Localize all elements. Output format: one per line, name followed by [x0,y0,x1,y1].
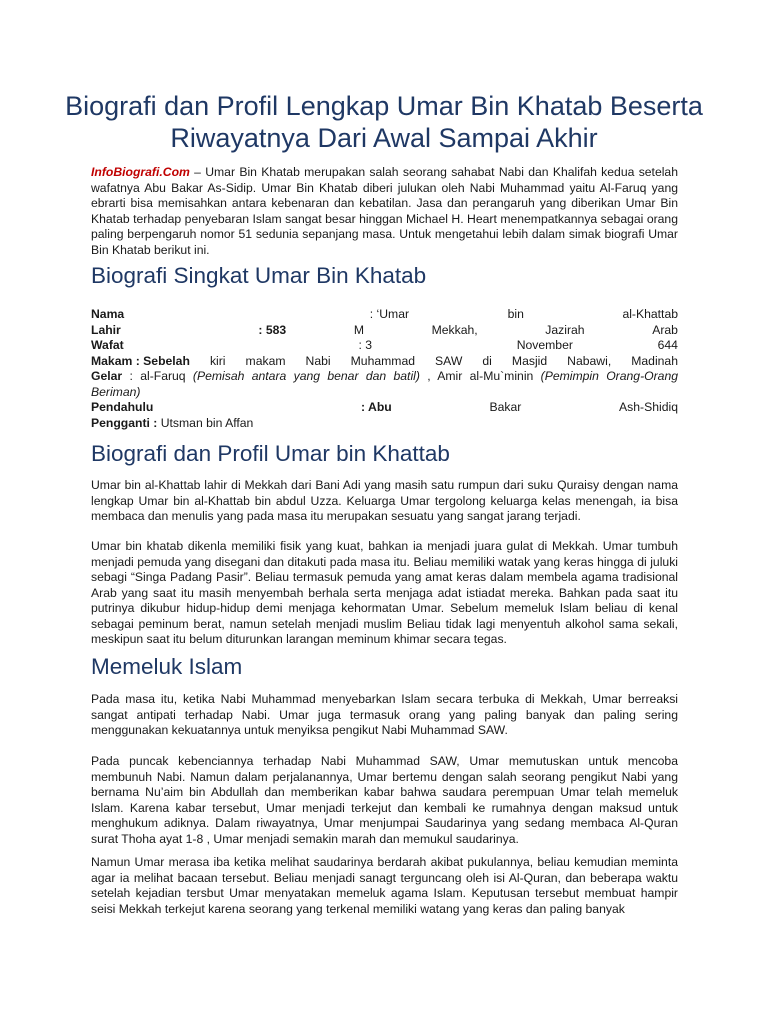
bio-row-pendahulu [91,400,678,416]
bio-value-nama-2: bin [507,307,524,321]
bio-value-makam-8: Masjid [511,353,548,368]
bio-value-pendahulu-3: Ash-Shidiq [619,400,678,414]
bio-value-wafat-2: November [516,338,573,352]
section-heading-biografi-singkat: Biografi Singkat Umar Bin Khatab [91,263,427,288]
brand-link[interactable]: InfoBiografi.Com [91,165,190,179]
bio-value-gelar-4: (Pemimpin Orang-Orang Beriman) [91,369,679,399]
intro-text: – Umar Bin Khatab merupakan salah seorang sahabat Nabi dan Khalifah kedua setelah wafatnya Abu Bakar As-Sidip. Umar Bin Khatab diberi julukan oleh Nabi Muhammad yaitu Al-Faruq yang ebrarti bisa memisahkan antara kebenaran dan kebatilan. Jasa dan perangaruh yang diberikan Umar Bin Khatab terhadap penyebaran Islam sangat besar hinggan Michael H. Heart menempatkannya sebagai orang paling berpengaruh nomor 51 sedunia sepanjang masa. Untuk mengetahui lebih dalam simak biografi Umar Bin Khatab berikut ini. [91,165,678,257]
section2-paragraph-1-block [91,478,678,525]
intro-paragraph [91,165,678,258]
bio-row-pengganti [91,416,678,432]
section2-paragraph-2-block [91,539,678,648]
section3-paragraph-3-block [91,855,678,917]
bio-value-makam-10: Madinah [631,353,678,368]
bio-value-lahir-3: Mekkah, [431,322,478,337]
bio-value-pendahulu-1: : Abu [361,400,392,414]
bio-value-makam-2: kiri [209,353,226,368]
bio-value-nama-3: al-Khattab [622,307,678,321]
bio-row-makam [91,354,678,370]
bio-label-nama: Nama [91,307,125,321]
bio-value-pengganti: Utsman bin Affan [157,415,254,430]
bio-value-makam-6: SAW [435,353,463,368]
bio-row-lahir [91,323,678,339]
bio-value-wafat-1: : 3 [358,338,372,352]
bio-value-gelar-1: : al-Faruq [122,369,193,383]
bio-value-makam-3: makam [245,353,286,368]
section2-paragraph-1: Umar bin al-Khattab lahir di Mekkah dari Bani Adi yang masih satu rumpun dari suku Quraisy dengan nama lengkap Umar bin al-Khattab bin abdul Uzza. Keluarga Umar tergolong keluarga kelas menengah, ia bisa membaca dan menulis yang pada masa itu merupakan sesuatu yang sangat jarang terjadi. [91,478,678,523]
section-heading-2-block [91,440,678,468]
intro-paragraph-block [91,165,678,258]
bio-row-wafat [91,338,678,354]
bio-value-gelar-3: , Amir al-Mu`minin [419,369,541,383]
bio-label-makam: Makam [91,353,133,368]
bio-value-makam-7: di [482,353,492,368]
bio-label-lahir: Lahir [91,322,121,337]
bio-label-pengganti: Pengganti : [91,415,158,430]
bio-value-gelar-2: (Pemisah antara yang benar dan batil) [192,369,420,383]
section-heading-memeluk-islam: Memeluk Islam [91,654,243,679]
section3-paragraph-1-block [91,692,678,739]
bio-value-lahir-4: Jazirah [545,322,585,337]
page-title: Biografi dan Profil Lengkap Umar Bin Khatab Beserta Riwayatnya Dari Awal Sampai Akhir [65,91,703,153]
bio-value-nama-1: : ‘Umar [369,307,410,321]
bio-value-lahir-2: M [353,322,364,337]
bio-value-pendahulu-2: Bakar [489,400,522,414]
bio-value-makam-9: Nabawi, [567,353,612,368]
section3-paragraph-2: Pada puncak kebenciannya terhadap Nabi Muhammad SAW, Umar memutuskan untuk mencoba membunuh Nabi. Namun dalam perjalanannya, Umar bertemu dengan salah seorang pengikut Nabi yang bernama Nu’aim bin Abdullah dan memberikan kabar bahwa saudara perempuan Umar telah memeluk Islam. Karena kabar tersebut, Umar menjadi terkejut dan kembali ke rumahnya dengan maksud untuk menghukum adiknya. Dalam riwayatnya, Umar menjumpai Saudarinya yang sedang membaca Al-Quran surat Thoha ayat 1-8 , Umar menjadi semakin marah dan memukul saudarinya. [91,754,678,846]
section-heading-3-block [91,653,678,681]
bio-row-nama [91,307,678,323]
section3-paragraph-2-block [91,754,678,847]
bio-value-makam-4: Nabi [305,353,331,368]
bio-value-lahir-5: Arab [652,322,678,337]
section3-paragraph-1: Pada masa itu, ketika Nabi Muhammad menyebarkan Islam secara terbuka di Mekkah, Umar berreaksi sangat antipati terhadap Nabi. Umar juga termasuk orang yang paling banyak dan paling sering menggunakan kekuatannya untuk menyiksa pengikut Nabi Muhammad SAW. [91,692,678,737]
section3-paragraph-3: Namun Umar merasa iba ketika melihat saudarinya berdarah akibat pukulannya, beliau kemudian meminta agar ia melihat bacaan tersebut. Beliau menjadi sanagt terguncang oleh isi Al-Quran, dan beberapa waktu setelah kejadian tersbut Umar menyatakan memeluk agama Islam. Keputusan tersebut membuat hampir seisi Mekkah terkejut karena seorang yang terkenal memiliki watang yang keras dan paling banyak [91,855,678,916]
bio-label-wafat: Wafat [91,338,124,352]
bio-value-makam-1: : Sebelah [135,353,190,368]
bio-value-wafat-3: 644 [657,338,678,352]
bio-value-lahir-1: : 583 [258,322,287,337]
section-heading-1-block [91,262,678,290]
bio-label-gelar: Gelar [91,369,123,383]
bio-info-table [91,307,678,431]
section2-paragraph-2: Umar bin khatab dikenla memiliki fisik yang kuat, bahkan ia menjadi juara gulat di Mekkah. Umar tumbuh menjadi pemuda yang disegani dan ditakuti pada masa itu. Beliau memiliki watak yang keras hingga di juluki sebagi “Singa Padang Pasir”. Beliau termasuk pemuda yang amat keras dalam membela agama tradisional Arab yang saat itu masih menyembah berhala serta menjaga adat istiadat mereka. Bahkan pada saat itu putrinya dikubur hidup-hidup demi menjaga kehormatan Umar. Sebelum memeluk Islam beliau di kenal sebagai peminum berat, namun setelah menjadi muslim Beliau tidak lagi menyentuh alkohol sama sekali, meskipun saat itu belum diturunkan larangan meminum khimar secara tegas. [91,539,678,646]
bio-label-pendahulu: Pendahulu [91,400,154,414]
bio-row-gelar [91,369,678,400]
bio-value-makam-5: Muhammad [350,353,416,368]
section-heading-biografi-profil: Biografi dan Profil Umar bin Khattab [91,441,450,466]
